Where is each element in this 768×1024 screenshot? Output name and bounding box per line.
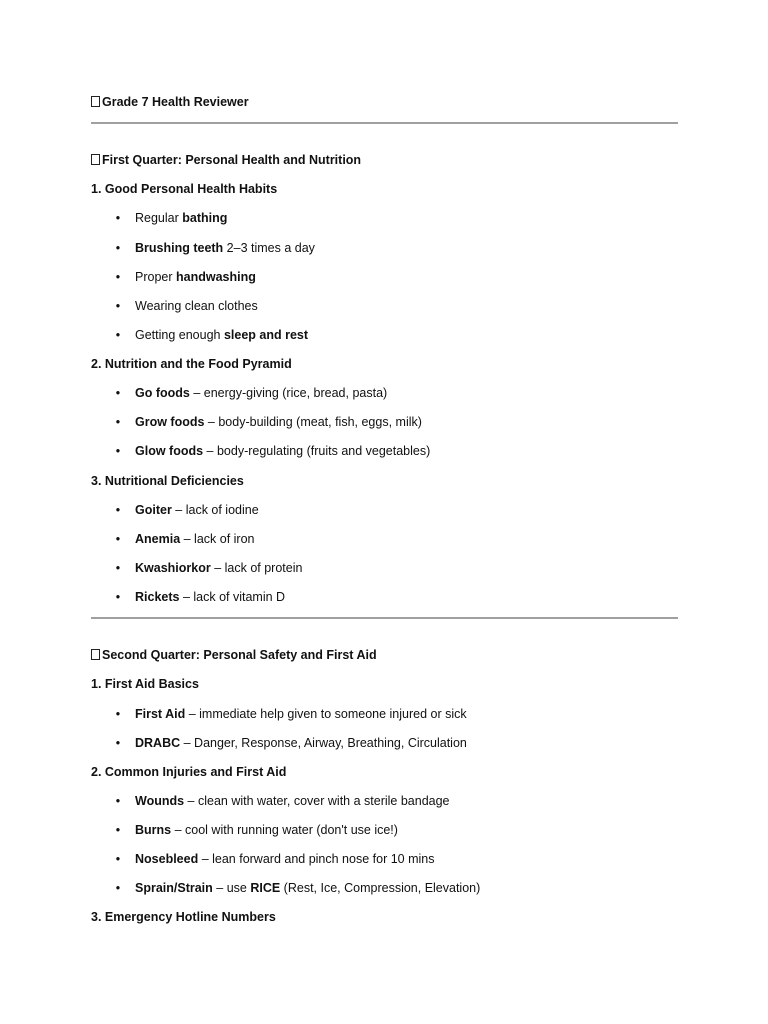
list-item: • Rickets – lack of vitamin D xyxy=(135,588,285,606)
list-item: • Wearing clean clothes xyxy=(135,297,258,315)
list-item: • Grow foods – body-building (meat, fish, eggs, milk) xyxy=(135,413,422,431)
bullet-icon: • xyxy=(115,794,121,808)
quarter-heading: Second Quarter: Personal Safety and First Aid xyxy=(91,646,377,664)
bullet-icon: • xyxy=(115,270,121,284)
list-item: • Burns – cool with running water (don't use ice!) xyxy=(135,821,398,839)
bullet-icon: • xyxy=(115,707,121,721)
list-item: • Regular bathing xyxy=(135,209,227,227)
list-item: • Go foods – energy-giving (rice, bread, pasta) xyxy=(135,384,387,402)
bullet-icon: • xyxy=(115,444,121,458)
list-item: • DRABC – Danger, Response, Airway, Breathing, Circulation xyxy=(135,734,467,752)
bullet-icon: • xyxy=(115,503,121,517)
bullet-icon: • xyxy=(115,328,121,342)
missing-glyph-icon xyxy=(91,649,100,660)
section-heading: 1. First Aid Basics xyxy=(91,677,199,691)
list-item: • First Aid – immediate help given to someone injured or sick xyxy=(135,705,467,723)
list-item: • Anemia – lack of iron xyxy=(135,530,255,548)
list-item: • Glow foods – body-regulating (fruits and vegetables) xyxy=(135,442,430,460)
document-title: Grade 7 Health Reviewer xyxy=(91,93,249,111)
section-heading: 3. Nutritional Deficiencies xyxy=(91,474,244,488)
section-heading: 3. Emergency Hotline Numbers xyxy=(91,910,276,924)
bullet-icon: • xyxy=(115,532,121,546)
divider xyxy=(91,617,678,619)
list-item: • Wounds – clean with water, cover with a sterile bandage xyxy=(135,792,450,810)
section-heading: 1. Good Personal Health Habits xyxy=(91,182,278,196)
list-item: • Nosebleed – lean forward and pinch nose for 10 mins xyxy=(135,850,434,868)
list-item: • Proper handwashing xyxy=(135,268,256,286)
list-item: • Goiter – lack of iodine xyxy=(135,501,259,519)
bullet-icon: • xyxy=(115,823,121,837)
bullet-icon: • xyxy=(115,590,121,604)
bullet-icon: • xyxy=(115,211,121,225)
bullet-icon: • xyxy=(115,852,121,866)
bullet-icon: • xyxy=(115,561,121,575)
bullet-icon: • xyxy=(115,299,121,313)
divider xyxy=(91,122,678,124)
section-heading: 2. Nutrition and the Food Pyramid xyxy=(91,357,292,371)
quarter-heading: First Quarter: Personal Health and Nutrition xyxy=(91,151,361,169)
bullet-icon: • xyxy=(115,736,121,750)
bullet-icon: • xyxy=(115,386,121,400)
missing-glyph-icon xyxy=(91,96,100,107)
section-heading: 2. Common Injuries and First Aid xyxy=(91,765,287,779)
bullet-icon: • xyxy=(115,881,121,895)
list-item: • Kwashiorkor – lack of protein xyxy=(135,559,302,577)
list-item: • Getting enough sleep and rest xyxy=(135,326,308,344)
bullet-icon: • xyxy=(115,415,121,429)
missing-glyph-icon xyxy=(91,154,100,165)
list-item: • Brushing teeth 2–3 times a day xyxy=(135,239,315,257)
bullet-icon: • xyxy=(115,241,121,255)
list-item: • Sprain/Strain – use RICE (Rest, Ice, Compression, Elevation) xyxy=(135,879,480,897)
